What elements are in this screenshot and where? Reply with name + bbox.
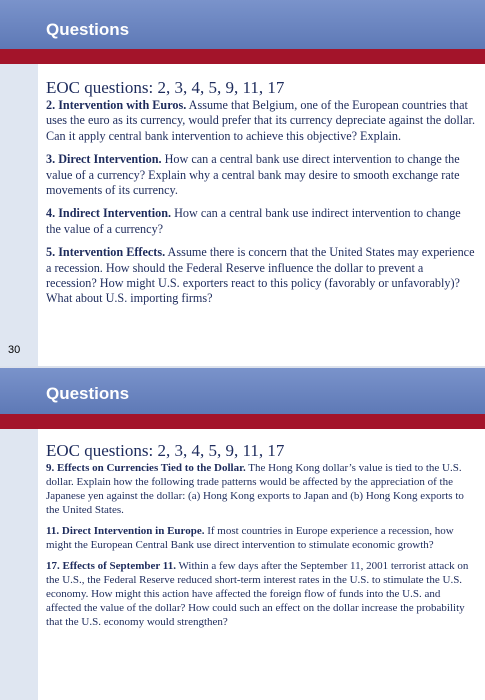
- question-heading: 4. Indirect Intervention.: [46, 206, 172, 221]
- question-heading: 17. Effects of September 11.: [46, 560, 176, 572]
- question-text: Within a few days after the September 11, 2001 terrorist attack on the U.S., the Federal Reserve reduced short-term interest rates in the U.S. to stimulate the U.S. economy. How might this action have affected the foreign flow of funds into the U.S. and affected the value of the dollar? How could such an effect on the dollar increase the probability that the U.S. economy would strengthen?: [46, 560, 469, 628]
- question-item: [46, 559, 475, 629]
- left-margin-strip: [0, 429, 38, 700]
- question-item: [46, 461, 475, 517]
- slide-2: [0, 368, 485, 700]
- question-item: [46, 245, 475, 307]
- accent-bar: [0, 49, 485, 64]
- question-text: The Hong Kong dollar’s value is tied to the U.S. dollar. Explain how the following trade patterns would be affected by the appreciation of the Japanese yen against the dollar: (a) Hong Kong exports to Japan and (b) Hong Kong exports to the United States.: [46, 462, 464, 516]
- question-text: Assume there is concern that the United States may experience a recession. How should the Federal Reserve influence the dollar to prevent a recession? How might U.S. exporters react to this policy (favorably or unfavorably)? What about U.S. importing firms?: [46, 245, 475, 306]
- question-heading: 5. Intervention Effects.: [46, 245, 166, 260]
- title-bar: [0, 0, 485, 49]
- question-heading: 11. Direct Intervention in Europe.: [46, 525, 205, 537]
- left-margin-strip: [0, 64, 38, 368]
- eoc-heading: EOC questions: 2, 3, 4, 5, 9, 11, 17: [46, 441, 285, 460]
- question-heading: 2. Intervention with Euros.: [46, 98, 187, 112]
- eoc-heading: EOC questions: 2, 3, 4, 5, 9, 11, 17: [46, 78, 285, 97]
- question-text: How can a central bank use indirect intervention to change the value of a currency?: [46, 206, 461, 236]
- question-heading: 9. Effects on Currencies Tied to the Dollar.: [46, 462, 246, 474]
- question-item: [46, 98, 475, 144]
- question-text: How can a central bank use direct intervention to change the value of a currency? Explain why a central bank may desire to smooth exchange rate movements of its currency.: [46, 152, 460, 198]
- question-item: [46, 152, 475, 198]
- question-text: Assume that Belgium, one of the European countries that uses the euro as its currency, would prefer that its currency depreciate against the dollar. Can it apply central bank intervention to achieve this objective? Explain.: [46, 98, 475, 143]
- question-heading: 3. Direct Intervention.: [46, 152, 162, 167]
- question-text: If most countries in Europe experience a recession, how might the European Central Bank use direct intervention to stimulate economic growth?: [46, 525, 454, 551]
- title-bar: [0, 368, 485, 414]
- slide-title: Questions: [46, 20, 130, 39]
- slide-title: Questions: [46, 384, 130, 403]
- slide-content: [46, 78, 475, 315]
- slide-content: [46, 441, 475, 636]
- question-item: [46, 524, 475, 552]
- accent-bar: [0, 414, 485, 429]
- page-number: 30: [8, 344, 21, 356]
- question-item: [46, 206, 475, 237]
